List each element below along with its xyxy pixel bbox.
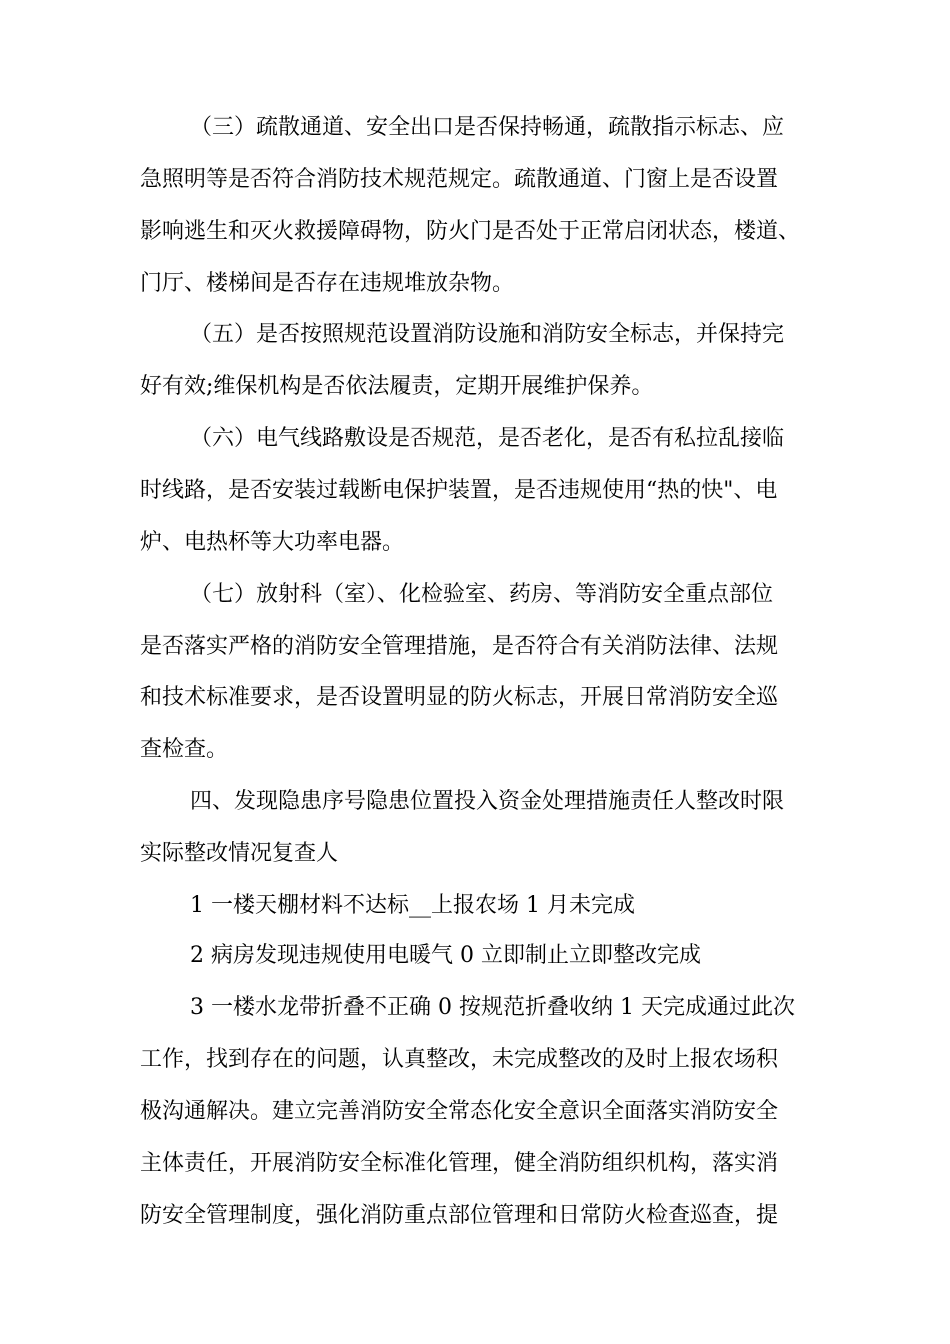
paragraph-2-line-1: （五）是否按照规范设置消防设施和消防安全标志，并保持完 bbox=[190, 322, 785, 347]
paragraph-4-line-2: 是否落实严格的消防安全管理措施，是否符合有关消防法律、法规 bbox=[140, 634, 779, 659]
paragraph-1-line-1: （三）疏散通道、安全出口是否保持畅通，疏散指示标志、应 bbox=[190, 115, 785, 140]
summary-line-2: 极沟通解决。建立完善消防安全常态化安全意识全面落实消防安全 bbox=[140, 1099, 779, 1124]
summary-line-4: 防安全管理制度，强化消防重点部位管理和日常防火检查巡查，提 bbox=[140, 1203, 779, 1228]
paragraph-2-line-2: 好有效;维保机构是否依法履责，定期开展维护保养。 bbox=[140, 374, 654, 399]
paragraph-4-line-1: （七）放射科（室）、化检验室、药房、等消防安全重点部位 bbox=[190, 582, 774, 607]
hazard-item-3-line-1: 3 一楼水龙带折叠不正确 0 按规范折叠收纳 1 天完成通过此次 bbox=[190, 995, 795, 1020]
paragraph-4-line-3: 和技术标准要求，是否设置明显的防火标志，开展日常消防安全巡 bbox=[140, 685, 779, 710]
section-4-heading-line-1: 四、发现隐患序号隐患位置投入资金处理措施责任人整改时限 bbox=[190, 789, 785, 814]
summary-line-1: 工作，找到存在的问题，认真整改，未完成整改的及时上报农场积 bbox=[140, 1047, 779, 1072]
section-4-heading-line-2: 实际整改情况复查人 bbox=[140, 841, 339, 866]
paragraph-4-line-4: 查检查。 bbox=[140, 737, 229, 762]
paragraph-3-line-3: 炉、电热杯等大功率电器。 bbox=[140, 530, 405, 555]
paragraph-3-line-1: （六）电气线路敷设是否规范，是否老化，是否有私拉乱接临 bbox=[190, 426, 785, 451]
hazard-item-2: 2 病房发现违规使用电暖气 0 立即制止立即整改完成 bbox=[190, 943, 701, 968]
hazard-item-1: 1 一楼天棚材料不达标__上报农场 1 月未完成 bbox=[190, 893, 635, 918]
paragraph-3-line-2: 时线路，是否安装过载断电保护装置，是否违规使用“热的快"、电 bbox=[140, 478, 778, 503]
summary-line-3: 主体责任，开展消防安全标准化管理，健全消防组织机构，落实消 bbox=[140, 1151, 779, 1176]
paragraph-1-line-2: 急照明等是否符合消防技术规范规定。疏散通道、门窗上是否设置 bbox=[140, 167, 779, 192]
paragraph-1-line-3: 影响逃生和灭火救援障碍物，防火门是否处于正常启闭状态，楼道、 bbox=[140, 219, 801, 244]
paragraph-1-line-4: 门厅、楼梯间是否存在违规堆放杂物。 bbox=[140, 271, 515, 296]
